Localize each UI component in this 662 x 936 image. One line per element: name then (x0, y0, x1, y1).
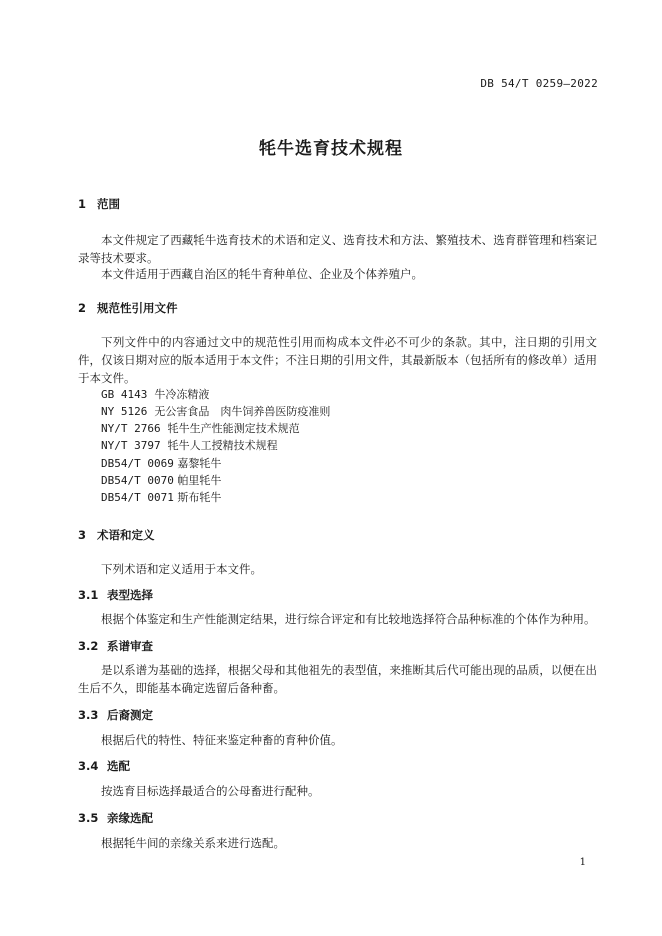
subsection-title: 表型选择 (107, 588, 153, 602)
subsection-3-2-text: 是以系谱为基础的选择，根据父母和其他祖先的表型值，来推断其后代可能出现的品质，以便在出生后不久，即能基本确定选留后备种畜。 (78, 663, 597, 695)
subsection-3-4-heading (78, 758, 130, 774)
subsection-number: 3.4 (78, 759, 99, 773)
subsection-number: 3.1 (78, 588, 99, 602)
subsection-3-4-text: 按选育目标选择最适合的公母畜进行配种。 (101, 784, 320, 798)
subsection-number: 3.5 (78, 811, 99, 825)
section-1-paragraph-1: 本文件规定了西藏牦牛选育技术的术语和定义、选育技术和方法、繁殖技术、选育群管理和档案记录等技术要求。 (78, 233, 597, 265)
page-number: 1 (579, 857, 586, 868)
reference-name: 斯布牦牛 (177, 491, 222, 504)
reference-name: 嘉黎牦牛 (177, 457, 222, 470)
subsection-3-3-heading (78, 707, 153, 723)
reference-name: 无公害食品 肉牛饲养兽医防疫准则 (154, 405, 331, 418)
reference-code: NY/T 2766 (101, 422, 161, 435)
subsection-3-3-text: 根据后代的特性、特征来鉴定种畜的育种价值。 (101, 733, 343, 747)
section-1-heading (78, 196, 120, 212)
reference-item (101, 386, 209, 403)
subsection-3-1-text: 根据个体鉴定和生产性能测定结果，进行综合评定和有比较地选择符合品种标准的个体作为种用。 (101, 612, 596, 626)
reference-code: DB54/T 0069 (101, 457, 174, 470)
subsection-title: 系谱审查 (107, 639, 153, 653)
subsection-3-2-heading (78, 638, 153, 654)
subsection-3-5-text: 根据牦牛间的亲缘关系来进行选配。 (101, 836, 285, 850)
document-title: 牦牛选育技术规程 (259, 139, 403, 159)
reference-name: 牦牛生产性能测定技术规范 (167, 422, 300, 435)
reference-item (101, 472, 221, 489)
subsection-title: 选配 (107, 759, 130, 773)
reference-item (101, 455, 221, 472)
reference-code: GB 4143 (101, 388, 148, 401)
reference-name: 帕里牦牛 (177, 474, 222, 487)
section-title: 范围 (97, 197, 120, 211)
section-2-heading (78, 300, 178, 316)
reference-name: 牛冷冻精液 (154, 388, 210, 401)
section-title: 术语和定义 (97, 528, 155, 542)
reference-code: NY 5126 (101, 405, 148, 418)
reference-item (101, 403, 330, 420)
document-code: DB 54/T 0259—2022 (480, 77, 598, 90)
reference-code: DB54/T 0070 (101, 474, 174, 487)
subsection-title: 后裔测定 (107, 708, 153, 722)
section-title: 规范性引用文件 (97, 301, 178, 315)
section-number: 3 (78, 528, 87, 542)
subsection-number: 3.2 (78, 639, 99, 653)
subsection-number: 3.3 (78, 708, 99, 722)
subsection-title: 亲缘选配 (107, 811, 153, 825)
reference-item (101, 420, 300, 437)
subsection-3-1-heading (78, 587, 153, 603)
reference-item (101, 489, 221, 506)
section-1-paragraph-2: 本文件适用于西藏自治区的牦牛育种单位、企业及个体养殖户。 (101, 267, 423, 281)
section-3-intro: 下列术语和定义适用于本文件。 (101, 562, 262, 576)
section-number: 2 (78, 301, 87, 315)
section-2-paragraph: 下列文件中的内容通过文中的规范性引用而构成本文件必不可少的条款。其中，注日期的引用文件，仅该日期对应的版本适用于本文件；不注日期的引用文件，其最新版本（包括所有的修改单）适用于本文件。 (78, 335, 597, 385)
reference-item (101, 437, 278, 454)
section-number: 1 (78, 197, 87, 211)
reference-code: NY/T 3797 (101, 439, 161, 452)
reference-code: DB54/T 0071 (101, 491, 174, 504)
subsection-3-5-heading (78, 810, 153, 826)
reference-name: 牦牛人工授精技术规程 (167, 439, 278, 452)
section-3-heading (78, 527, 155, 543)
